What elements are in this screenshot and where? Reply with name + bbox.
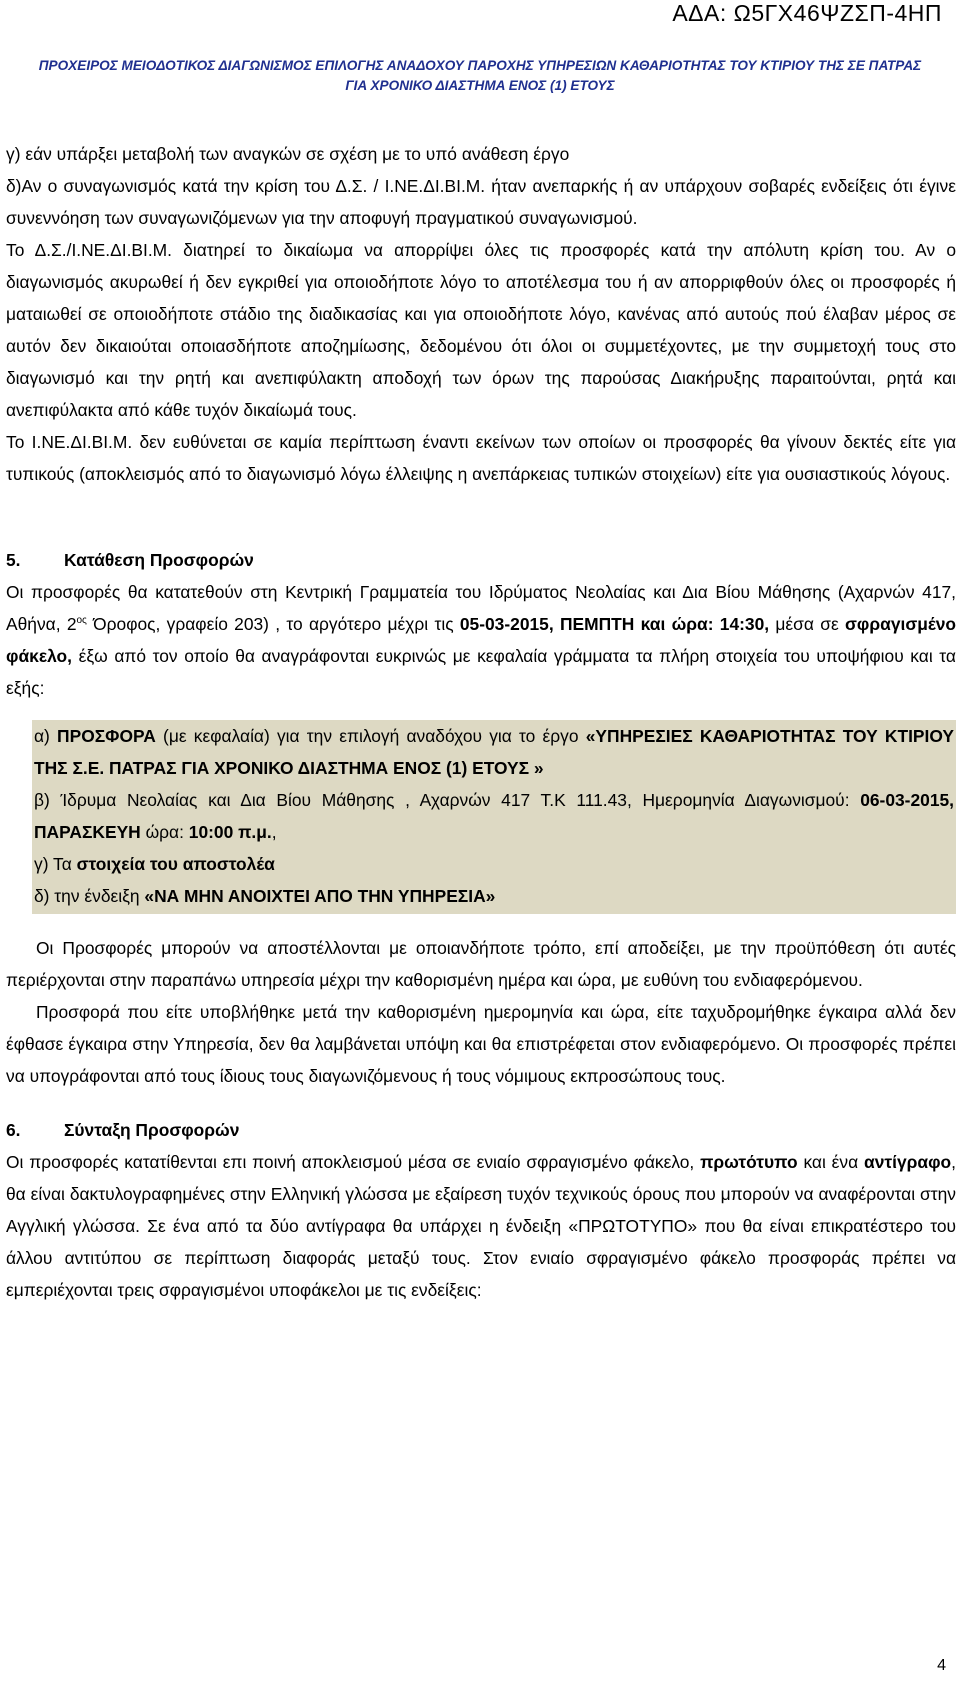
envelope-marking-b: β) Ίδρυμα Νεολαίας και Δια Βίου Μάθησης , Αχαρνών 417 Τ.Κ 111.43, Ημερομηνία Διαγωνισμού: 06-03-2015, ΠΑΡΑΣΚΕΥΗ ώρα: 10:00 π.μ.,	[34, 790, 954, 842]
envelope-marking-c: γ) Τα στοιχεία του αποστολέα	[34, 854, 275, 874]
section-6-heading	[6, 1114, 956, 1146]
envelope-marking-d: δ) την ένδειξη «ΝΑ ΜΗΝ ΑΝΟΙΧΤΕΙ ΑΠΟ ΤΗΝ ΥΠΗΡΕΣΙΑ»	[34, 886, 496, 906]
section-5-paragraph-3: Προσφορά που είτε υποβλήθηκε μετά την καθορισμένη ημερομηνία και ώρα, είτε ταχυδρομήθηκε έγκαιρα αλλά δεν έφθασε έγκαιρα στην Υπηρεσία, δεν θα λαμβάνεται υπόψη και θα επιστρέφεται στον ενδιαφερόμενο. Οι προσφορές πρέπει να υπογράφονται από τους ίδιους τους διαγωνιζόμενους ή τους νόμιμους εκπροσώπους τους.	[6, 1002, 956, 1086]
section-5-title: Κατάθεση Προσφορών	[64, 550, 254, 570]
section-5-paragraph-1: Οι προσφορές θα κατατεθούν στη Κεντρική Γραμματεία του Ιδρύματος Νεολαίας και Δια Βίου Μάθησης (Αχαρνών 417, Αθήνα, $2^{o\varsigma}$ Όροφος, γραφείο 203) , το αργότερο μέχρι τις 05-03-2015, ΠΕΜΠΤΗ και ώρα: 14:30, μέσα σε σφραγισμένο φάκελο, έξω από τον οποίο θα αναγράφονται ευκρινώς με κεφαλαία γράμματα τα πλήρη στοιχεία του υποψήφιου και τα εξής:	[6, 582, 956, 698]
intro-paragraph-2: δ)Αν ο συναγωνισμός κατά την κρίση του Δ.Σ. / Ι.ΝΕ.ΔΙ.ΒΙ.Μ. ήταν ανεπαρκής ή αν υπάρχουν σοβαρές ενδείξεις ότι έγινε συνεννόηση των συναγωνιζόμενων για την αποφυγή πραγματικού συναγωνισμού.	[6, 176, 956, 228]
ada-code: ΑΔΑ: Ω5ΓΧ46ΨΖΣΠ-4ΗΠ	[672, 0, 942, 26]
header-line-1: ΠΡΟΧΕΙΡΟΣ ΜΕΙΟΔΟΤΙΚΟΣ ΔΙΑΓΩΝΙΣΜΟΣ ΕΠΙΛΟΓΗΣ ΑΝΑΔΟΧΟΥ ΠΑΡΟΧΗΣ ΥΠΗΡΕΣΙΩΝ ΚΑΘΑΡΙΟΤΗΤΑΣ ΤΟΥ ΚΤΙΡΙΟΥ ΤΗΣ ΣΕ ΠΑΤΡΑΣ	[38, 58, 922, 73]
document-header	[0, 56, 960, 96]
intro-paragraph-4: Το Ι.ΝΕ.ΔΙ.ΒΙ.Μ. δεν ευθύνεται σε καμία περίπτωση έναντι εκείνων των οποίων οι προσφορές θα γίνουν δεκτές είτε για τυπικούς (αποκλεισμός από το διαγωνισμό λόγω έλλειψης η ανεπάρκειας τυπικών στοιχείων) είτε για ουσιαστικούς λόγους.	[6, 432, 956, 484]
section-5-heading	[6, 544, 956, 576]
page-number: 4	[937, 1657, 946, 1674]
envelope-markings-box	[32, 720, 956, 914]
envelope-marking-a: α) ΠΡΟΣΦΟΡΑ (με κεφαλαία) για την επιλογή αναδόχου για το έργο «ΥΠΗΡΕΣΙΕΣ ΚΑΘΑΡΙΟΤΗΤΑΣ ΤΟΥ ΚΤΙΡΙΟΥ ΤΗΣ Σ.Ε. ΠΑΤΡΑΣ ΓΙΑ ΧΡΟΝΙΚΟ ΔΙΑΣΤΗΜΑ ΕΝΟΣ (1) ΕΤΟΥΣ »	[34, 726, 954, 778]
section-6-number: 6.	[6, 1120, 21, 1140]
section-5-number: 5.	[6, 550, 21, 570]
intro-paragraph-3: Το Δ.Σ./Ι.ΝΕ.ΔΙ.ΒΙ.Μ. διατηρεί το δικαίωμα να απορρίψει όλες τις προσφορές κατά την απόλυτη κρίση του. Αν ο διαγωνισμός ακυρωθεί ή δεν εγκριθεί για οποιοδήποτε λόγο το αποτέλεσμα του ή αν απορριφθούν όλες οι προσφορές ή ματαιωθεί σε οποιοδήποτε στάδιο της διαδικασίας και για οποιοδήποτε λόγο, κανένας από αυτούς πού έλαβαν μέρος σε αυτόν δεν δικαιούται οποιασδήποτε αποζημίωσης, δεδομένου ότι όλοι οι συμμετέχοντες, με την συμμετοχή τους στο διαγωνισμό και την ρητή και ανεπιφύλακτη αποδοχή των όρων της παρούσας Διακήρυξης παραιτούνται, ρητά και ανεπιφύλακτα από κάθε τυχόν δικαίωμά τους.	[6, 240, 956, 420]
section-5-paragraph-2: Οι Προσφορές μπορούν να αποστέλλονται με οποιανδήποτε τρόπο, επί αποδείξει, με την προϋπόθεση ότι αυτές περιέρχονται στην παραπάνω υπηρεσία μέχρι την καθορισμένη ημέρα και ώρα, με ευθύνη του ενδιαφερόμενου.	[6, 938, 956, 990]
intro-paragraph-1: γ) εάν υπάρξει μεταβολή των αναγκών σε σχέση με το υπό ανάθεση έργο	[6, 144, 570, 164]
section-6-title: Σύνταξη Προσφορών	[64, 1120, 240, 1140]
header-line-2: ΓΙΑ ΧΡΟΝΙΚΟ ΔΙΑΣΤΗΜΑ ΕΝΟΣ (1) ΕΤΟΥΣ	[345, 78, 615, 93]
section-6-paragraph-1: Οι προσφορές κατατίθενται επι ποινή αποκλεισμού μέσα σε ενιαίο σφραγισμένο φάκελο, πρωτότυπο και ένα αντίγραφο, θα είναι δακτυλογραφημένες στην Ελληνική γλώσσα με εξαίρεση τυχόν τεχνικούς όρους που μπορούν να αναφέρονται στην Αγγλική γλώσσα. Σε ένα από τα δύο αντίγραφα θα υπάρχει η ένδειξη «ΠΡΩΤΟΤΥΠΟ» που θα είναι επικρατέστερο του άλλου αντιτύπου σε περίπτωση διαφοράς μεταξύ τους. Στον ενιαίο σφραγισμένο φάκελο προσφοράς πρέπει να εμπεριέχονται τρεις σφραγισμένοι υποφάκελοι με τις ενδείξεις:	[6, 1152, 956, 1300]
document-body	[6, 138, 956, 1306]
